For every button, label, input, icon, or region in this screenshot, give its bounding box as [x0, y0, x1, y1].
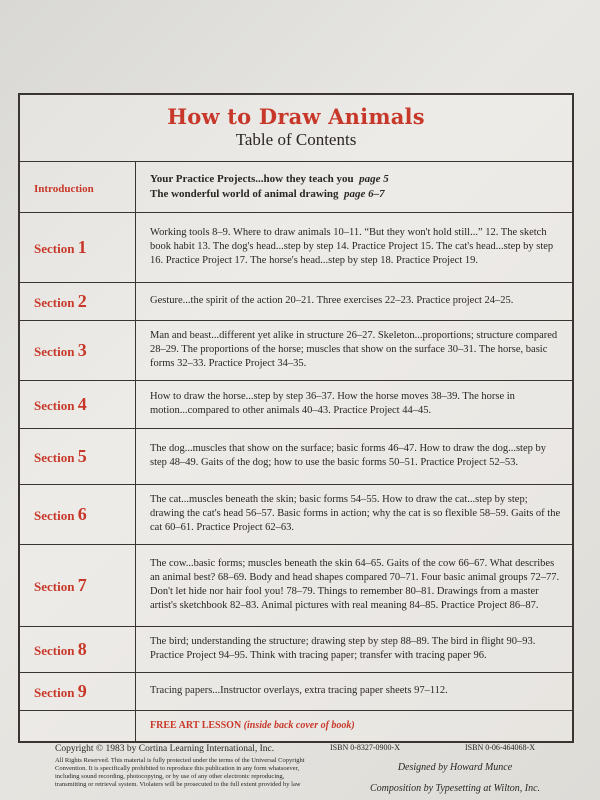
composition-credit: Composition by Typesetting at Wilton, Inc. — [369, 783, 541, 794]
section-content: The dog...muscles that show on the surface; basic forms 46–47. How to draw the dog...step by step 48–49. Gaits of the dog; how to use the basic forms 50–51. Practice Project 52–53. — [136, 428, 573, 484]
toc-row-section-7 — [20, 544, 572, 626]
section-label: Section 8 — [34, 638, 87, 659]
designer-credit: Designed by Howard Munce — [397, 762, 513, 773]
section-label: Section 7 — [34, 574, 87, 595]
toc-row-section-9 — [20, 672, 572, 710]
section-label: Section 6 — [34, 503, 87, 524]
section-label: Section 3 — [34, 339, 87, 360]
free-lesson-label: FREE ART LESSON (inside back cover of book) — [150, 719, 355, 731]
intro-content — [136, 162, 573, 212]
toc-row-section-8 — [20, 626, 572, 672]
section-content: The bird; understanding the structure; drawing step by step 88–89. The bird in flight 90–93. Practice Project 94–95. Think with tracing paper; transfer with tracing paper 96. — [136, 626, 573, 672]
section-label: Section 4 — [34, 393, 87, 414]
book-title: How to Draw Animals — [167, 104, 425, 129]
contents-page — [18, 93, 574, 743]
section-label: Section 9 — [34, 680, 87, 701]
section-content: How to draw the horse...step by step 36–37. How the horse moves 38–39. The horse in motion...compared to other animals 40–43. Practice Project 44–45. — [136, 380, 573, 428]
isbn-1: ISBN 0-8327-0900-X — [330, 743, 400, 752]
copyright-line: Copyright © 1983 by Cortina Learning International, Inc. — [55, 744, 275, 754]
section-content: Gesture...the spirit of the action 20–21. Three exercises 22–23. Practice project 24–25. — [136, 282, 573, 320]
intro-line: The wonderful world of animal drawing page 6–7 — [150, 187, 385, 200]
page-subtitle: Table of Contents — [235, 130, 357, 149]
intro-line: Your Practice Projects...how they teach you page 5 — [150, 172, 389, 185]
footer-left — [55, 743, 315, 789]
free-lesson-cell — [136, 710, 573, 741]
section-content: Tracing papers...Instructor overlays, extra tracing paper sheets 97–112. — [136, 672, 573, 710]
toc-row-section-2 — [20, 282, 572, 320]
footer-right — [330, 743, 580, 794]
section-content: Man and beast...different yet alike in structure 26–27. Skeleton...proportions; structure compared 28–29. The proportions of the horse; muscles that show on the surface 30–31. The horse, basic forms 32–33. Practice Project 34–35. — [136, 320, 573, 380]
section-label: Section 1 — [34, 236, 87, 257]
toc-table — [20, 162, 572, 741]
rights-notice: All Rights Reserved. This material is fully protected under the terms of the Universal Copyright Convention. It is specifically prohibited to reproduce this publication in any form whatsoever, including sound recording, photocopying, or by use of any other electronic reproducing, transmitting or retrieval system. Violaters will be prosecuted to the full extent provided by law — [55, 757, 305, 788]
section-label: Section 5 — [34, 445, 87, 466]
intro-label-cell — [20, 162, 136, 212]
page-header — [20, 95, 572, 162]
isbn-row — [330, 743, 535, 752]
section-label: Section 2 — [34, 290, 87, 311]
section-content: The cat...muscles beneath the skin; basic forms 54–55. How to draw the cat...step by step; drawing the cat's head 56–57. Basic forms in action; why the cat is so flexible 58–59. Gaits of the cat 60–61. Practice Project 62–63. — [136, 484, 573, 544]
toc-row-introduction — [20, 162, 572, 212]
toc-row-free-lesson — [20, 710, 572, 741]
toc-row-section-1 — [20, 212, 572, 282]
section-content: The cow...basic forms; muscles beneath the skin 64–65. Gaits of the cow 66–67. What describes an animal best? 68–69. Body and head shapes compared 70–71. Four basic animal groups 72–77. Don't let hide nor hair fool you! 78–79. Things to remember 80–81. Drawings from a master artist's sketchbook 82–83. Animal pictures with real meaning 84–85. Practice Project 86–87. — [136, 544, 573, 626]
section-content: Working tools 8–9. Where to draw animals 10–11. “But they won't hold still...” 12. The sketch book habit 13. The dog's head...step by step 14. Practice Project 15. The cat's head...step by step 16. Practice Project 17. The horse's head...step by step 18. Practice Project 19. — [136, 212, 573, 282]
toc-row-section-6 — [20, 484, 572, 544]
intro-label: Introduction — [34, 183, 94, 196]
toc-row-section-4 — [20, 380, 572, 428]
toc-row-section-3 — [20, 320, 572, 380]
isbn-2: ISBN 0-06-464068-X — [465, 743, 535, 752]
toc-row-section-5 — [20, 428, 572, 484]
